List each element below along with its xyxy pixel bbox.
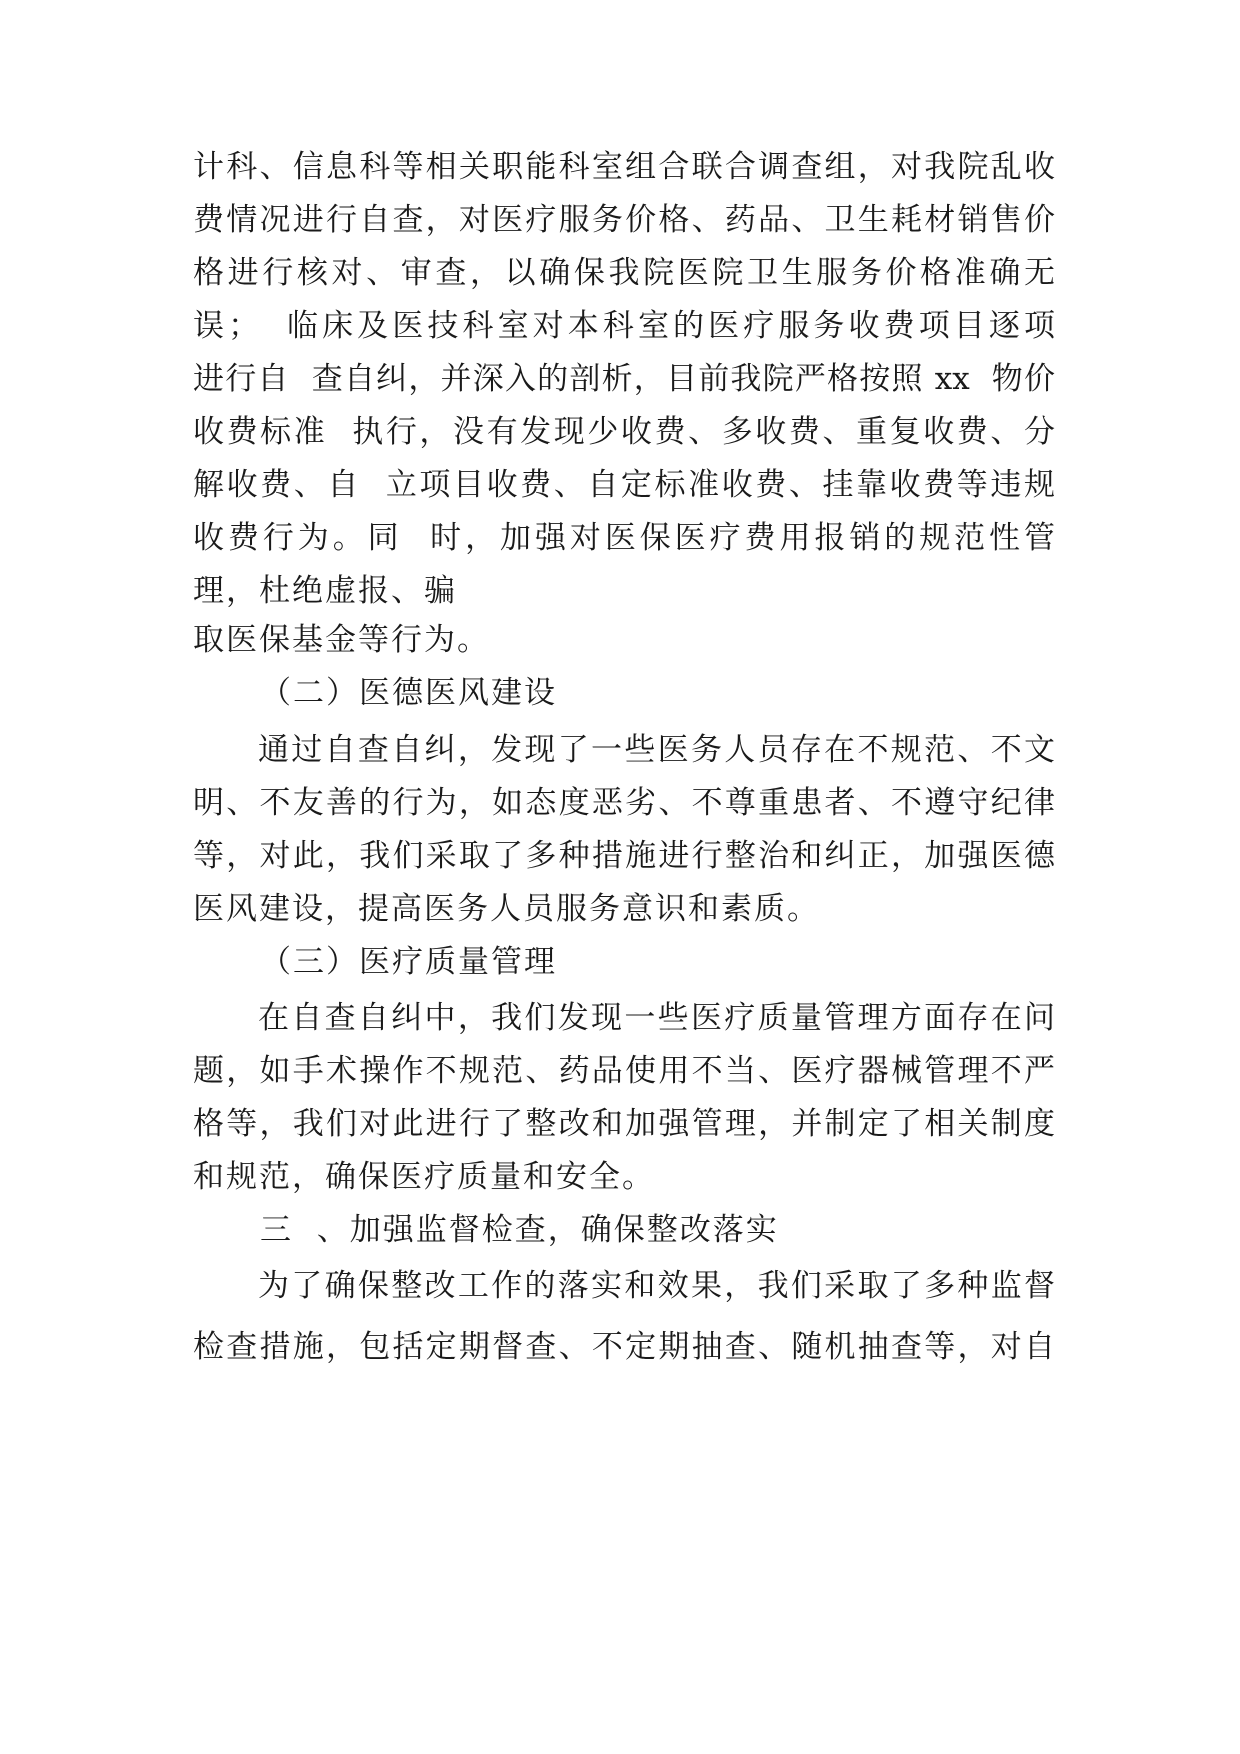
section-heading: （三）医疗质量管理 [260, 944, 557, 980]
paragraph-line: 在自查自纠中，我们发现一些医疗质量管理方面存在问 [258, 1000, 1055, 1036]
section-heading: （二）医德医风建设 [260, 675, 557, 711]
paragraph-line: 取医保基金等行为。 [193, 622, 490, 658]
paragraph-line: 费情况进行自查，对医疗服务价格、药品、卫生耗材销售价 [193, 202, 1055, 238]
paragraph-line: 格进行核对、审查，以确保我院医院卫生服务价格准确无 [193, 255, 1055, 291]
paragraph-line: 和规范，确保医疗质量和安全。 [193, 1159, 655, 1195]
paragraph-line: 通过自查自纠，发现了一些医务人员存在不规范、不文 [258, 732, 1055, 768]
paragraph-line: 检查措施，包括定期督查、不定期抽查、随机抽查等，对自 [193, 1329, 1055, 1365]
paragraph-line: 题，如手术操作不规范、药品使用不当、医疗器械管理不严 [193, 1053, 1055, 1089]
paragraph-line: 解收费、自 立项目收费、自定标准收费、挂靠收费等违规 [193, 467, 1055, 503]
paragraph-line: 计科、信息科等相关职能科室组合联合调查组，对我院乱收 [193, 149, 1055, 185]
paragraph-line: 收费行为。同 时，加强对医保医疗费用报销的规范性管 [193, 520, 1055, 556]
paragraph-line: 明、不友善的行为，如态度恶劣、不尊重患者、不遵守纪律 [193, 785, 1055, 821]
paragraph-line: 格等，我们对此进行了整改和加强管理，并制定了相关制度 [193, 1106, 1055, 1142]
paragraph-line: 进行自 查自纠，并深入的剖析，目前我院严格按照 xx 物价 [193, 361, 1055, 397]
section-heading: 三 、加强监督检查，确保整改落实 [260, 1212, 779, 1248]
paragraph-line: 医风建设，提高医务人员服务意识和素质。 [193, 891, 820, 927]
paragraph-line: 等，对此，我们采取了多种措施进行整治和纠正，加强医德 [193, 838, 1055, 874]
paragraph-line: 误； 临床及医技科室对本科室的医疗服务收费项目逐项 [193, 308, 1055, 344]
paragraph-line: 理，杜绝虚报、骗 [193, 573, 457, 609]
paragraph-line: 为了确保整改工作的落实和效果，我们采取了多种监督 [258, 1268, 1055, 1304]
paragraph-line: 收费标准 执行，没有发现少收费、多收费、重复收费、分 [193, 414, 1055, 450]
